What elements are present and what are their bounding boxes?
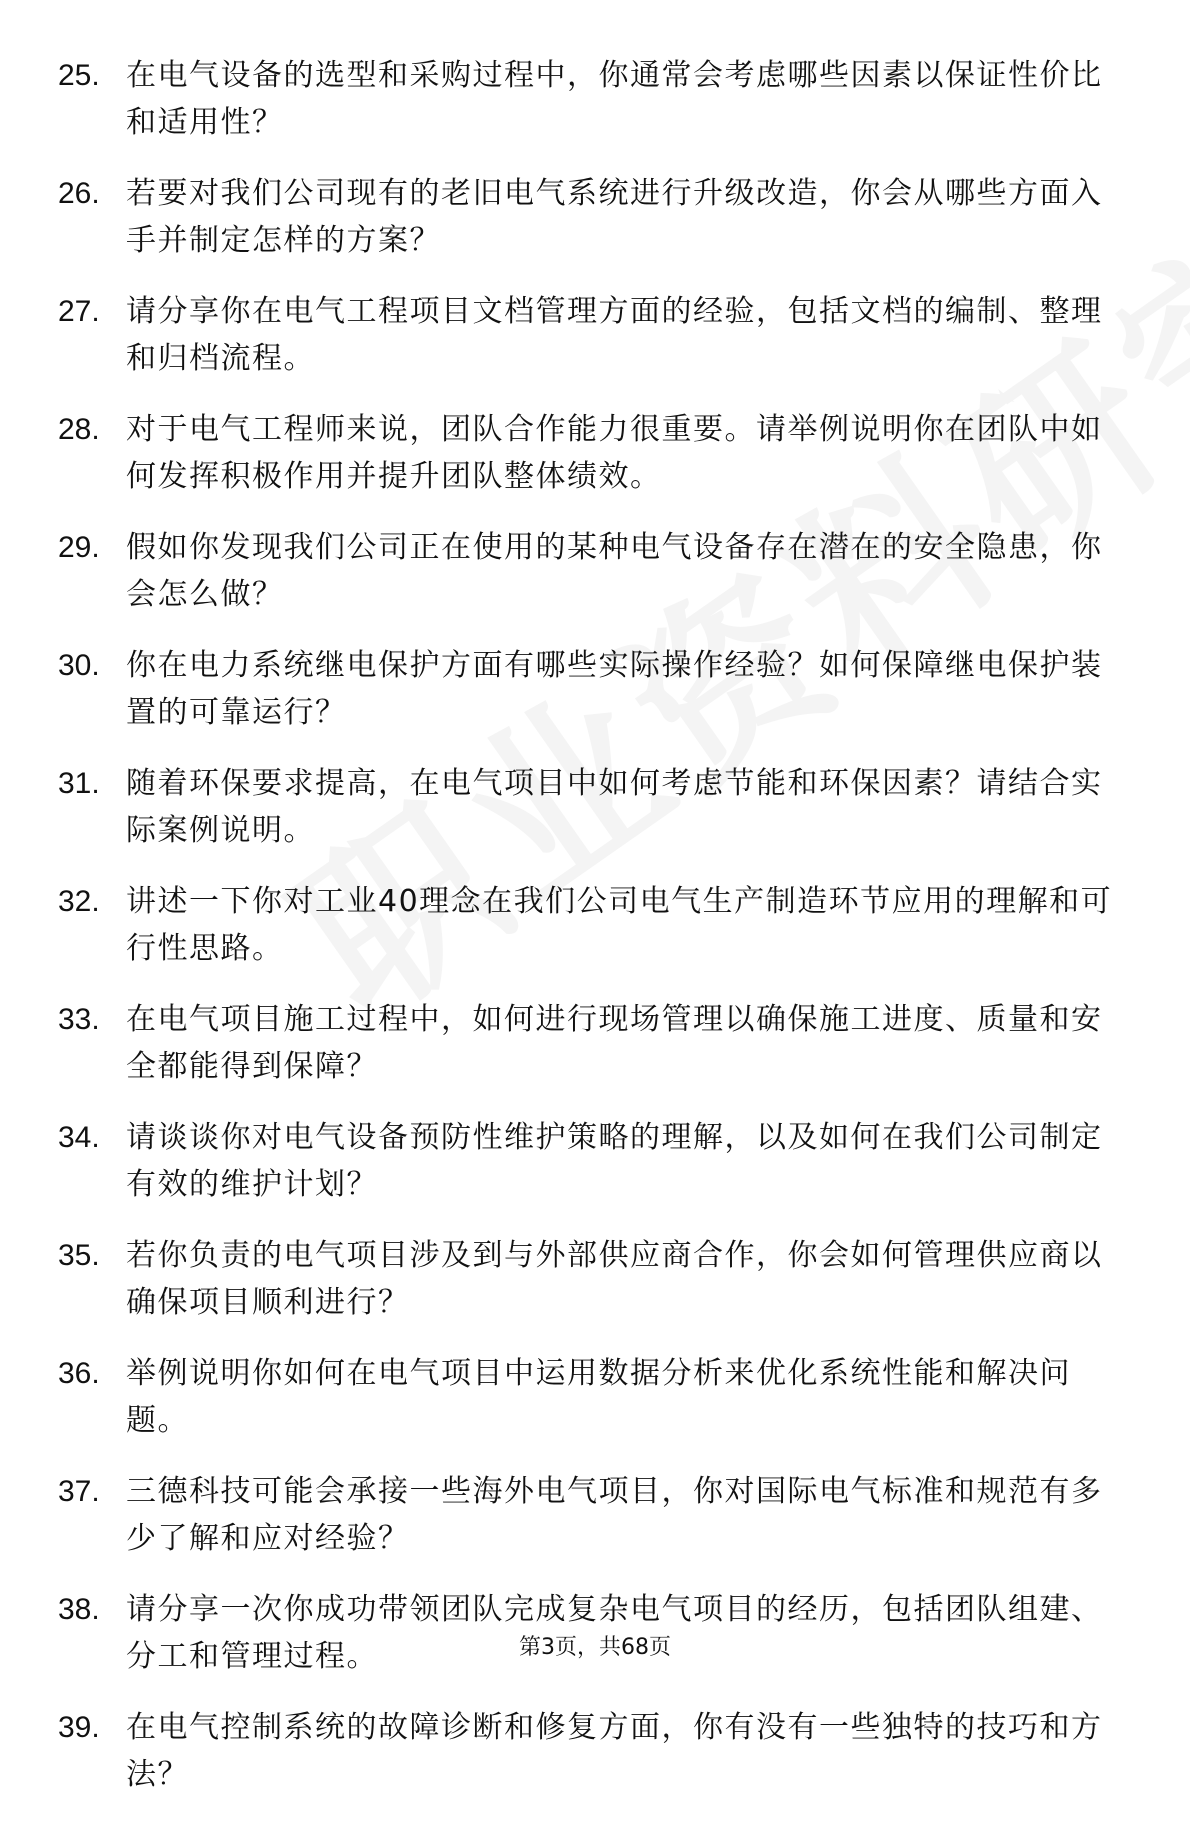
- question-number: 29.: [58, 531, 100, 564]
- question-text: 在电气控制系统的故障诊断和修复方面，你有没有一些独特的技巧和方法？: [126, 1710, 1103, 1792]
- question-text: 对于电气工程师来说，团队合作能力很重要。请举例说明你在团队中如何发挥积极作用并提升团队整体绩效。: [126, 412, 1103, 494]
- question-text: 在电气设备的选型和采购过程中，你通常会考虑哪些因素以保证性价比和适用性？: [126, 58, 1103, 140]
- question-item: [58, 524, 1118, 642]
- question-item: [58, 406, 1118, 524]
- question-item: [58, 52, 1118, 170]
- question-text: 若你负责的电气项目涉及到与外部供应商合作，你会如何管理供应商以确保项目顺利进行？: [126, 1238, 1103, 1320]
- question-text: 请分享一次你成功带领团队完成复杂电气项目的经历，包括团队组建、分工和管理过程。: [126, 1592, 1103, 1674]
- question-item: [58, 1704, 1118, 1822]
- question-item: [58, 1114, 1118, 1232]
- question-item: [58, 1232, 1118, 1350]
- question-text: 若要对我们公司现有的老旧电气系统进行升级改造，你会从哪些方面入手并制定怎样的方案？: [126, 176, 1103, 258]
- question-number: 25.: [58, 59, 100, 92]
- question-number: 35.: [58, 1239, 100, 1272]
- question-text: 假如你发现我们公司正在使用的某种电气设备存在潜在的安全隐患，你会怎么做？: [126, 530, 1103, 612]
- question-number: 38.: [58, 1593, 100, 1626]
- question-number: 31.: [58, 767, 100, 800]
- question-item: [58, 996, 1118, 1114]
- question-text: 请分享你在电气工程项目文档管理方面的经验，包括文档的编制、整理和归档流程。: [126, 294, 1103, 376]
- question-item: [58, 760, 1118, 878]
- question-number: 34.: [58, 1121, 100, 1154]
- question-item: [58, 642, 1118, 760]
- question-number: 32.: [58, 885, 100, 918]
- question-number: 33.: [58, 1003, 100, 1036]
- question-number: 28.: [58, 413, 100, 446]
- question-text: 在电气项目施工过程中，如何进行现场管理以确保施工进度、质量和安全都能得到保障？: [126, 1002, 1103, 1084]
- question-text: 随着环保要求提高，在电气项目中如何考虑节能和环保因素？请结合实际案例说明。: [126, 766, 1103, 848]
- question-item: [58, 1350, 1118, 1468]
- question-text: 三德科技可能会承接一些海外电气项目，你对国际电气标准和规范有多少了解和应对经验？: [126, 1474, 1103, 1556]
- question-item: [58, 288, 1118, 406]
- question-text: 讲述一下你对工业40理念在我们公司电气生产制造环节应用的理解和可行性思路。: [126, 884, 1113, 966]
- question-number: 36.: [58, 1357, 100, 1390]
- question-list: [58, 52, 1118, 1822]
- page-footer: 第3页，共68页: [519, 1635, 671, 1660]
- question-number: 30.: [58, 649, 100, 682]
- question-number: 37.: [58, 1475, 100, 1508]
- question-text: 请谈谈你对电气设备预防性维护策略的理解，以及如何在我们公司制定有效的维护计划？: [126, 1120, 1103, 1202]
- question-item: [58, 170, 1118, 288]
- question-text: 你在电力系统继电保护方面有哪些实际操作经验？如何保障继电保护装置的可靠运行？: [126, 648, 1103, 730]
- question-number: 27.: [58, 295, 100, 328]
- question-text: 举例说明你如何在电气项目中运用数据分析来优化系统性能和解决问题。: [126, 1356, 1071, 1438]
- question-number: 26.: [58, 177, 100, 210]
- question-number: 39.: [58, 1711, 100, 1744]
- question-item: [58, 1468, 1118, 1586]
- question-item: [58, 878, 1118, 996]
